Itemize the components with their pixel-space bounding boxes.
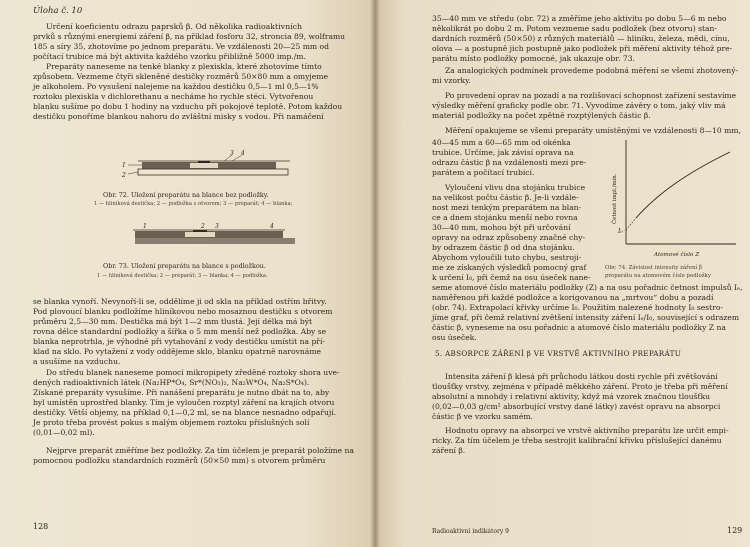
text-line: blanku sušíme po dobu 1 hodiny na vzduchu při pokojové teplotě. Potom každou <box>33 102 343 111</box>
text-line: Po provedení oprav na pozadí a na rozlišovací schopnost zařízení sestavíme <box>445 91 737 100</box>
text-line: na velikost počtu částic β. Je-li vzdále- <box>432 193 579 202</box>
text-line: Pod plovoucí blanku podložíme hliníkovou nebo mosaznou destičku s otvorem <box>33 307 333 316</box>
figure-73-caption: Obr. 73. Uložení preparátu na blance s podložkou. <box>103 262 266 270</box>
text-line: 185 a síry 35, zhotovíme po jednom preparátu. Ve vzdálenosti 20—25 mm od <box>33 42 329 51</box>
text-line: by odrazem částic β od dna stojánku. <box>432 243 575 252</box>
text-line: je alkoholem. Po vysušení nalejeme na každou destičku 0,5—1 ml 0,5—1% <box>33 82 319 91</box>
text-line: Za analogických podmínek provedeme podobná měření se všemi zhotovený- <box>445 66 739 75</box>
text-line: rovna délce standardní podložky a šířka o 5 mm menší než podložka. Aby se <box>33 327 327 336</box>
text-line: me ze získaných výsledků pomocný graf <box>432 263 587 272</box>
text-line: několikrát po dobu 2 m. Potom vezmeme sadu podložek (bez otvoru) stan- <box>432 24 717 33</box>
text-line: počítací trubice má být aktivita každého vzorku přibližně 5000 imp./m. <box>33 52 306 61</box>
text-line: parátu místo podložky pomocné, jak ukazuje obr. 73. <box>432 54 635 63</box>
text-line: k určení I₀, při čemž na osu úseček nane- <box>432 273 591 282</box>
fig73-label: 4 <box>270 223 274 230</box>
fig73-label: 1 <box>143 223 147 230</box>
text-line: seme atomové číslo materiálu podložky (Z) a na osu pořadnic četnost impulsů Iₑ, <box>432 283 743 292</box>
text-line: Hodnotu opravy na absorpci ve vrstvě aktivního preparátu lze určit empi- <box>445 426 729 435</box>
text-line: roztoku plexiskla v dichlorethanu a necháme ho rychle stéci. Vytvořenou <box>33 92 314 101</box>
support-pad <box>138 169 288 175</box>
text-line: a usušíme na vzduchu. <box>33 357 121 366</box>
left-page-header: Úloha č. 10 <box>33 6 83 16</box>
figure-72-diagram <box>120 150 300 186</box>
text-line: (0,02—0,03 g/cm² absorbující vrstvy dané látky) zavést opravu na absorpci <box>432 402 721 411</box>
figure-72-legend: 1 — hliníková destička; 2 — podložka s otvorem; 3 — preparát; 4 — blanka; <box>94 201 293 207</box>
figure-73-diagram <box>125 222 300 252</box>
text-line: Nejprve preparát změříme bez podložky. Za tím účelem je preparát položíme na <box>46 446 354 455</box>
text-line: (obr. 74). Extrapolací křivky určíme I₀. Použitím nalezené hodnoty I₀ sestro- <box>432 303 723 312</box>
text-line: olova — a postupně jich postupně jako podložek při měření aktivity téhož pre- <box>432 44 733 53</box>
text-line: dených radioaktivních látek (Na₂HP*O₄, Sr*(NO₃)₂, Na₂W*O₄, Na₂S*O₄). <box>33 378 310 387</box>
text-line: tloušťky vrstvy, zejména v případě měkkého záření. Proto je třeba při měření <box>432 382 728 391</box>
text-line: byl umístěn uprostřed blanky. Tím je vyloučen rozptyl záření na krajích otvoru <box>33 398 335 407</box>
page-number-right: 129 <box>727 526 743 535</box>
text-line: odrazu částic β na vzdálenosti mezi pre- <box>432 158 587 167</box>
text-line: destičku ponoříme blankou nahoru do zvláštní misky s vodou. Při namáčení <box>33 112 324 121</box>
figure-74-caption-line-2: preparátu na atomovém čísle podložky <box>605 273 711 279</box>
fig73-label: 3 <box>215 223 219 230</box>
book-gutter <box>370 0 380 547</box>
text-line: pomocnou podložku standardních rozměrů (50×50 mm) s otvorem průměru <box>33 456 326 465</box>
i0-label: I₀ <box>618 228 623 235</box>
text-line: Preparáty naneseme na tenké blanky z plexiskla, které zhotovíme tímto <box>46 62 322 71</box>
text-line: materiál podložky na počet zpětně rozptýlených částic β. <box>432 111 651 120</box>
text-line: částic β, vyneseme na osu pořadnic a atomové číslo materiálu podložky Z na <box>432 323 726 332</box>
fig72-label: 4 <box>241 150 245 157</box>
text-line: ricky. Za tím účelem je třeba sestrojit kalibrační křivku příslušející danému <box>432 436 722 445</box>
text-line: opravy na odraz způsobeny značné chy- <box>432 233 586 242</box>
right-page <box>375 0 750 547</box>
footer-label: Radioaktivní indikátory 9 <box>432 528 509 535</box>
text-line: Abychom vyloučili tuto chybu, sestroji- <box>432 253 582 262</box>
section-heading: 5. ABSORPCE ZÁŘENÍ β VE VRSTVĚ AKTIVNÍHO PREPARÁTU <box>435 349 682 358</box>
text-line: Intensita záření β klesá při průchodu látkou dosti rychle při zvětšování <box>445 372 718 381</box>
plate-opening <box>185 232 215 237</box>
y-axis-label: Četnost impl./min. <box>612 173 618 224</box>
text-line: mi vzorky. <box>432 76 471 85</box>
text-line: naměřenou při každé podložce a korigovanou na „mrtvou“ dobu a pozadí <box>432 293 714 302</box>
text-line: jíme graf, při čemž relativní zvětšení intensity záření Iₑ/I₀, související s odrazem <box>432 313 740 322</box>
text-line: Měření opakujeme se všemi preparáty umístěnými ve vzdálenosti 8—10 mm, <box>445 126 741 135</box>
text-line: klad na sklo. Po vytažení z vody oddějeme sklo, blanku opatrně narovnáme <box>33 347 322 356</box>
text-line: výsledky měření graficky podle obr. 71. Vyvodíme závěry o tom, jaký vliv má <box>432 101 726 110</box>
text-line: osu úseček. <box>432 333 477 342</box>
text-line: absolutní a mnohdy i relativní aktivity, když má vzorek značnou tloušťku <box>432 392 711 401</box>
text-line: 35—40 mm ve středu (obr. 72) a změříme jeho aktivitu po dobu 5—6 m nebo <box>432 14 727 23</box>
fig72-label: 1 <box>122 162 126 169</box>
text-line: záření β. <box>432 446 466 455</box>
text-line: se blanka vynoří. Nevynoří-li se, oddělíme ji od skla na příklad ostřím břitvy. <box>33 297 327 306</box>
x-axis-label: Atomové číslo Z <box>654 252 700 258</box>
extrapolation-line <box>626 218 636 230</box>
fig72-label: 3 <box>230 150 234 157</box>
figure-72-caption: Obr. 72. Uložení preparátu na blance bez podložky. <box>103 191 269 199</box>
figure-74-caption-line-1: Obr. 74. Závislost intensity záření β <box>605 265 702 271</box>
text-line: 30—40 mm, mohou být při určování <box>432 223 571 232</box>
text-line: 40—45 mm a 60—65 mm od okénka <box>432 138 571 147</box>
text-line: způsobem. Vezmeme čtyři skleněné destičky rozměrů 50×80 mm a omyjeme <box>33 72 328 81</box>
text-line: blanka neprotrhla, je výhodné při vytahování z vody destičku umístit na pří- <box>33 337 325 346</box>
plate-opening <box>190 163 218 168</box>
text-line: Je proto třeba provést pokus s malým objemem roztoku příslušných solí <box>33 418 310 427</box>
fig73-label: 2 <box>201 223 205 230</box>
text-line: destičky. Větší objemy, na příklad 0,1—0,2 ml, se na blance nesnadno odpařují. <box>33 408 337 417</box>
text-line: Vyloučení vlivu dna stojánku trubice <box>445 183 586 192</box>
text-line: prvků s různými energiemi záření β, na příklad fosforu 32, stroncia 89, wolframu <box>33 32 346 41</box>
figure-74-graph <box>604 132 744 262</box>
intensity-curve <box>636 152 730 218</box>
text-line: ce a dnem stojánku menší nebo rovna <box>432 213 578 222</box>
figure-73-legend: 1 — hliníková destička; 2 — preparát; 3 — blanka; 4 — podložka. <box>97 273 268 279</box>
fig72-label: 2 <box>122 172 126 179</box>
text-line: nost mezi tenkým preparátem na blan- <box>432 203 582 212</box>
text-line: částic β ve vzorku samém. <box>432 412 533 421</box>
text-line: Určení koeficientu odrazu paprsků β. Od několika radioaktivních <box>46 22 302 31</box>
text-line: dardních rozměrů (50×50) z různých materiálů — hliníku, železa, mědi, cínu, <box>432 34 730 43</box>
text-line: parátem a počítací trubicí. <box>432 168 535 177</box>
page-number-left: 128 <box>33 522 49 531</box>
text-line: (0,01—0,02 ml). <box>33 428 95 437</box>
text-line: průměru 2,5—30 mm. Destička má být 1—2 mm tlustá. Její délka má být <box>33 317 313 326</box>
text-line: Získané preparáty vysušíme. Při nanášení preparátu je nutno dbát na to, aby <box>33 388 330 397</box>
backing-pad <box>135 238 295 244</box>
text-line: Do středu blanek naneseme pomocí mikropipety zředěné roztoky shora uve- <box>46 368 340 377</box>
text-line: trubice. Určíme, jak závisí oprava na <box>432 148 574 157</box>
